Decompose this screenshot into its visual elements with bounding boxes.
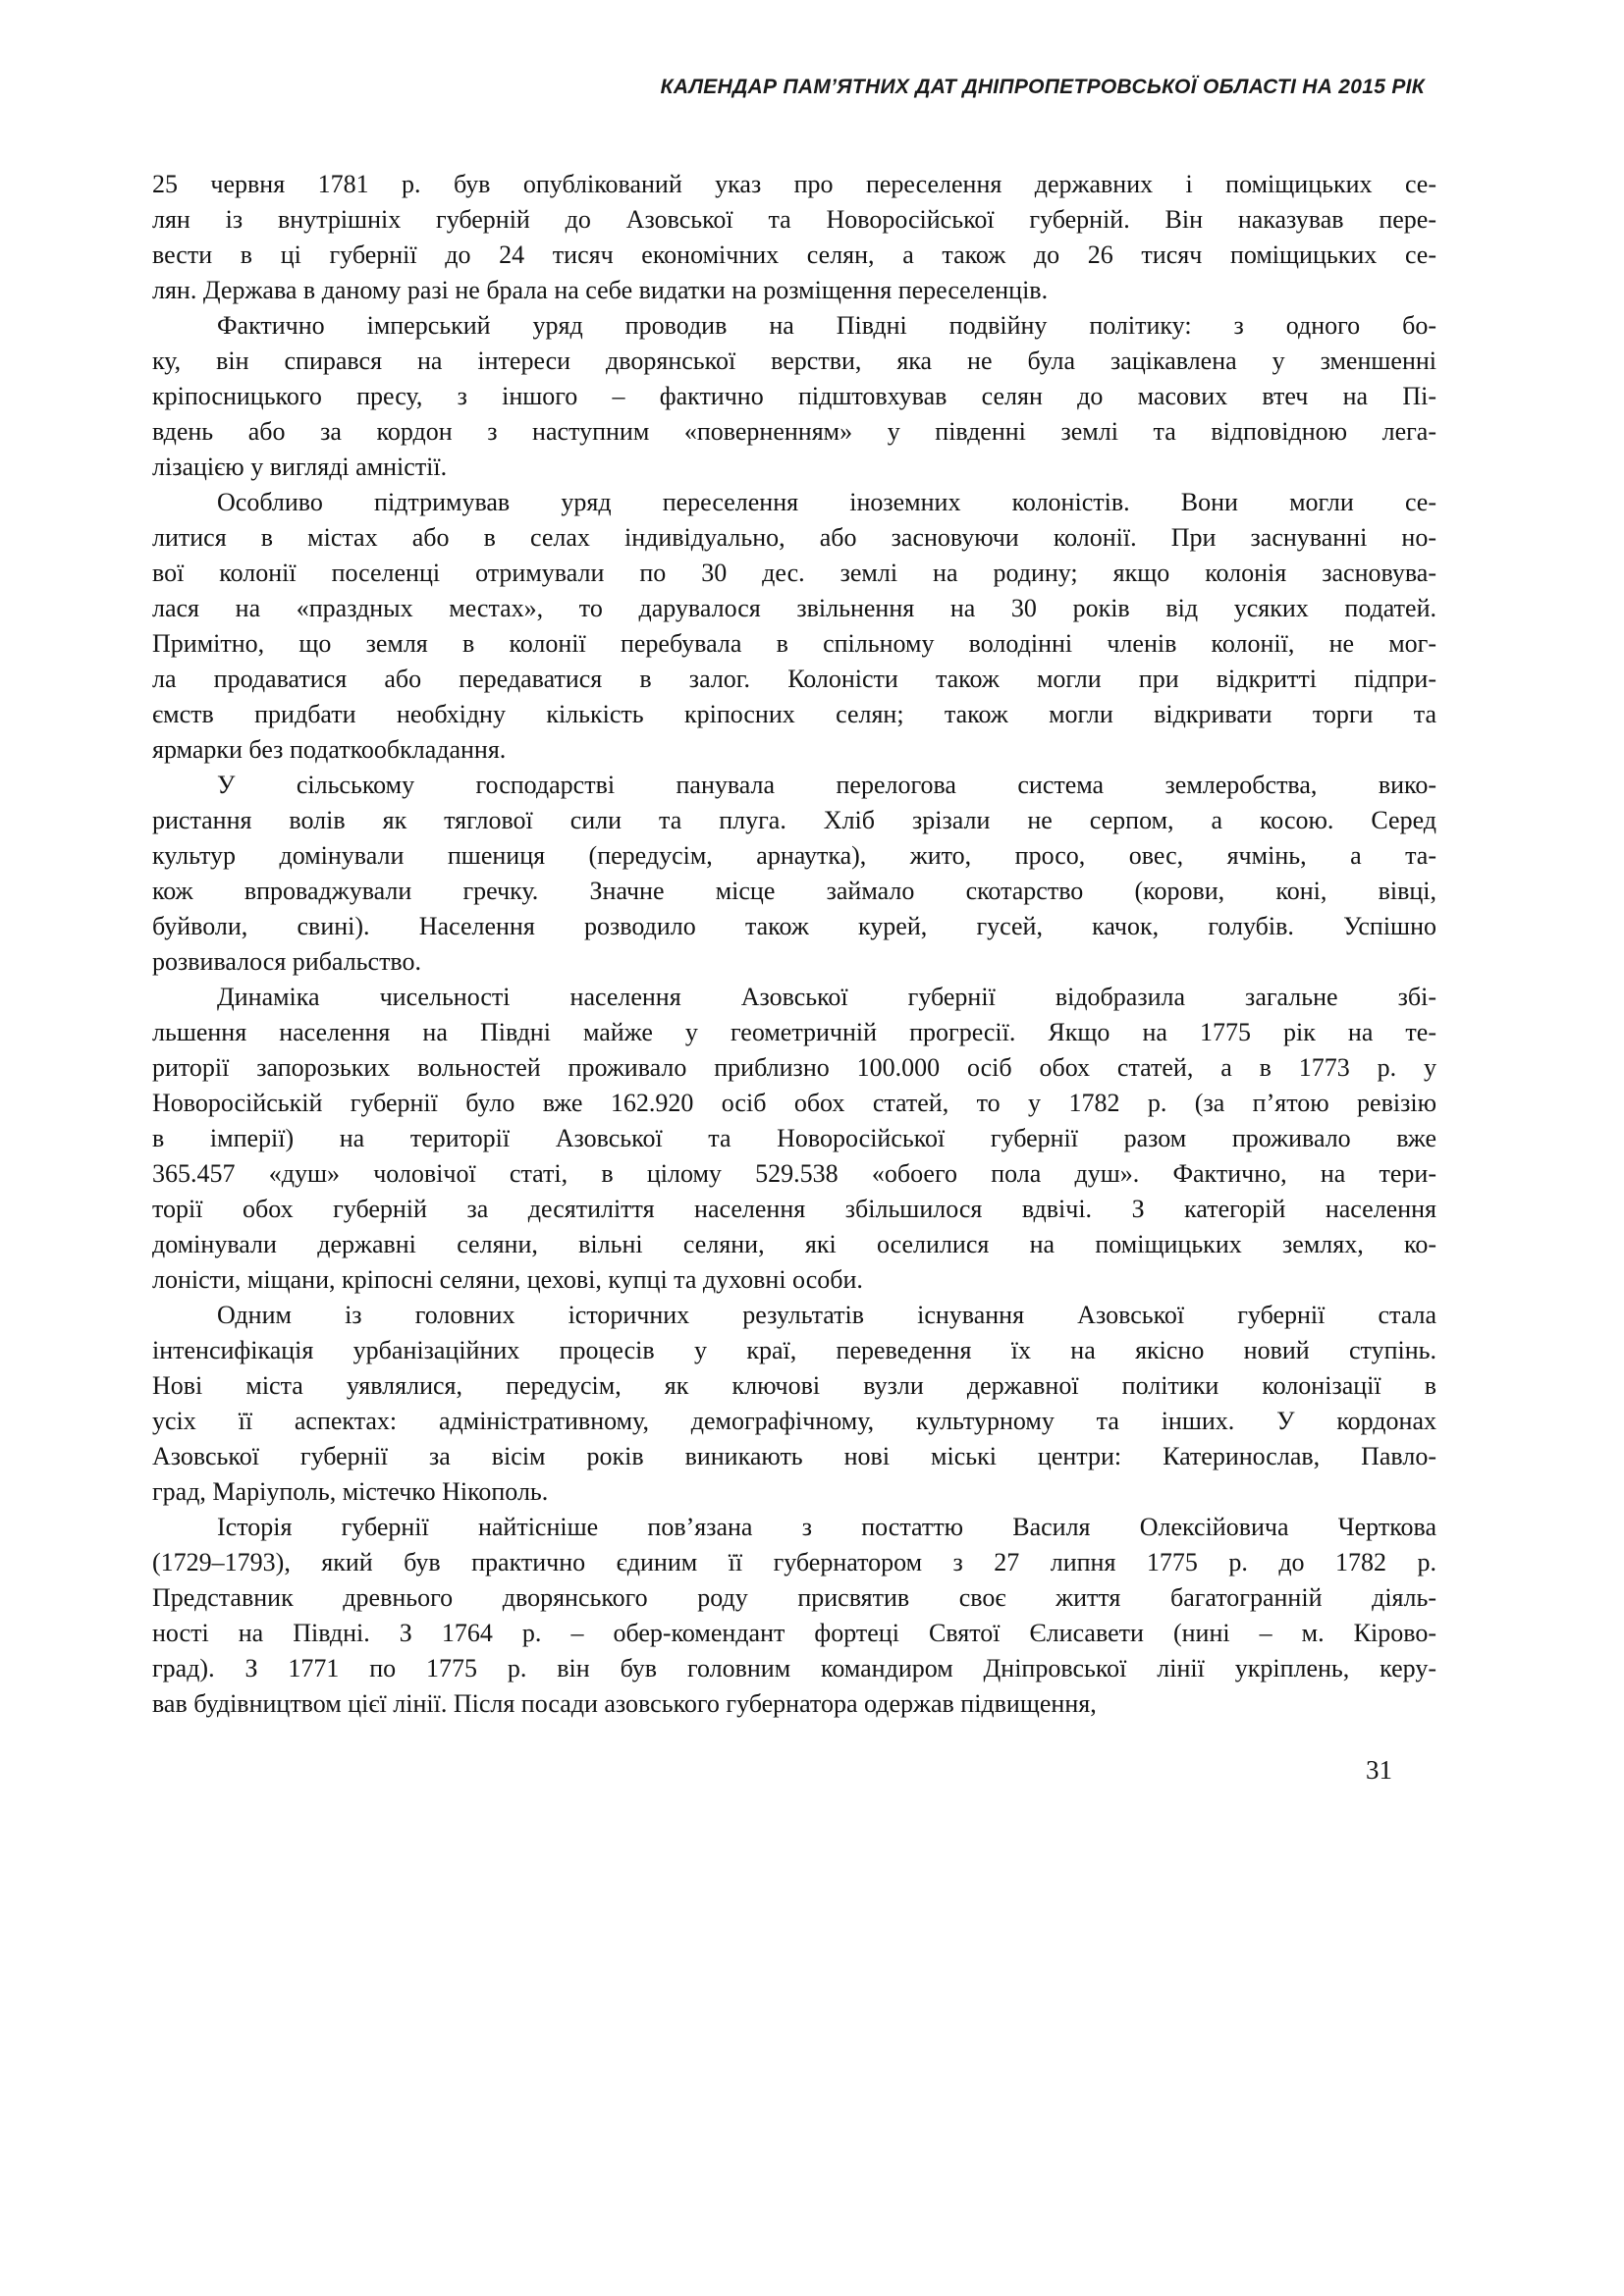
text-line: ла продаватися або передаватися в залог. Колоністи також могли при відкритті підпри- [152, 665, 1436, 693]
text-line: вдень або за кордон з наступним «поверненням» у південні землі та відповідною лега- [152, 417, 1436, 446]
text-line: усіх її аспектах: адміністративному, демографічному, культурному та інших. У кордонах [152, 1407, 1436, 1435]
text-line: ристання волів як тяглової сили та плуга. Хліб зрізали не серпом, а косою. Серед [152, 806, 1436, 834]
text-line: льшення населення на Півдні майже у геометричній прогресії. Якщо на 1775 рік на те- [152, 1018, 1436, 1046]
text-line: Примітно, що земля в колонії перебувала в спільному володінні членів колонії, не мог- [152, 629, 1436, 658]
text-line: Одним із головних історичних результатів існування Азовської губернії стала [217, 1301, 1436, 1329]
text-line: Особливо підтримував уряд переселення іноземних колоністів. Вони могли се- [217, 488, 1436, 516]
text-line: в імперії) на території Азовської та Новоросійської губернії разом проживало вже [152, 1124, 1436, 1152]
text-line: вести в ці губернії до 24 тисяч економічних селян, а також до 26 тисяч поміщицьких се- [152, 240, 1436, 269]
text-line: буйволи, свині). Населення розводило також курей, гусей, качок, голубів. Успішно [152, 912, 1436, 940]
text-line: ності на Півдні. З 1764 р. – обер-комендант фортеці Святої Єлисавети (нині – м. Кірово- [152, 1619, 1436, 1647]
text-line: лоністи, міщани, кріпосні селяни, цехові, купці та духовні особи. [152, 1265, 863, 1294]
paragraph [152, 768, 1436, 980]
text-line: Фактично імперський уряд проводив на Півдні подвійну політику: з одного бо- [217, 311, 1436, 340]
text-line: інтенсифікація урбанізаційних процесів у краї, переведення їх на якісно новий ступінь. [152, 1336, 1436, 1364]
text-line: лася на «праздных местах», то дарувалося звільнення на 30 років від усяких податей. [152, 594, 1436, 622]
text-line: град). З 1771 по 1775 р. він був головним командиром Дніпровської лінії укріплень, керу- [152, 1654, 1436, 1682]
text-line: град, Маріуполь, містечко Нікополь. [152, 1477, 549, 1506]
text-line: Представник древнього дворянського роду присвятив своє життя багатогранній діяль- [152, 1583, 1436, 1612]
text-line: лізацією у вигляді амністії. [152, 453, 448, 481]
text-line: лян. Держава в даному разі не брала на себе видатки на розміщення переселенців. [152, 276, 1049, 304]
text-line: ємств придбати необхідну кількість кріпосних селян; також могли відкривати торги та [152, 700, 1436, 728]
text-line: Історія губернії найтісніше пов’язана з постаттю Василя Олексійовича Черткова [217, 1513, 1436, 1541]
text-line: кож впроваджували гречку. Значне місце займало скотарство (корови, коні, вівці, [152, 877, 1436, 905]
text-line: кріпосницького пресу, з іншого – фактично підштовхував селян до масових втеч на Пі- [152, 382, 1436, 410]
page-body [152, 167, 1436, 1722]
running-header: КАЛЕНДАР ПАМ’ЯТНИХ ДАТ ДНІПРОПЕТРОВСЬКОЇ ОБЛАСТІ НА 2015 РІК [660, 76, 1425, 98]
text-line: вої колонії поселенці отримували по 30 дес. землі на родину; якщо колонія засновува- [152, 559, 1436, 587]
text-line: вав будівництвом цієї лінії. Після посади азовського губернатора одержав підвищення, [152, 1689, 1097, 1718]
text-line: Нові міста уявлялися, передусім, як ключові вузли державної політики колонізації в [152, 1371, 1436, 1400]
text-line: литися в містах або в селах індивідуально, або засновуючи колонії. При заснуванні но- [152, 523, 1436, 552]
text-line: культур домінували пшениця (передусім, арнаутка), жито, просо, овес, ячмінь, а та- [152, 841, 1436, 870]
paragraph [152, 167, 1436, 308]
paragraph [152, 1510, 1436, 1722]
paragraph [152, 308, 1436, 485]
text-line: Новоросійській губернії було вже 162.920 осіб обох статей, то у 1782 р. (за п’ятою ревізію [152, 1089, 1436, 1117]
text-line: Азовської губернії за вісім років виникають нові міські центри: Катеринослав, Павло- [152, 1442, 1436, 1470]
text-line: торії обох губерній за десятиліття населення збільшилося вдвічі. З категорій населення [152, 1195, 1436, 1223]
text-line: 365.457 «душ» чоловічої статі, в цілому 529.538 «обоего пола душ». Фактично, на тери- [152, 1159, 1436, 1188]
text-line: (1729–1793), який був практично єдиним її губернатором з 27 липня 1775 р. до 1782 р. [152, 1548, 1436, 1576]
text-line: ку, він спирався на інтереси дворянської верстви, яка не була зацікавлена у зменшенні [152, 347, 1436, 375]
text-line: Динаміка чисельності населення Азовської губернії відобразила загальне збі- [217, 983, 1436, 1011]
text-line: риторії запорозьких вольностей проживало приблизно 100.000 осіб обох статей, а в 1773 р. у [152, 1053, 1436, 1082]
text-line: домінували державні селяни, вільні селяни, які оселилися на поміщицьких землях, ко- [152, 1230, 1436, 1258]
text-line: розвивалося рибальство. [152, 947, 422, 976]
page-number: 31 [1366, 1755, 1392, 1785]
paragraph [152, 980, 1436, 1298]
text-line: ярмарки без податкообкладання. [152, 735, 507, 764]
text-line: 25 червня 1781 р. був опублікований указ про переселення державних і поміщицьких се- [152, 170, 1436, 198]
text-line: У сільському господарстві панувала перелогова система землеробства, вико- [217, 771, 1436, 799]
paragraph [152, 485, 1436, 768]
paragraph [152, 1298, 1436, 1510]
text-line: лян із внутрішніх губерній до Азовської та Новоросійської губерній. Він наказував пере- [152, 205, 1436, 234]
